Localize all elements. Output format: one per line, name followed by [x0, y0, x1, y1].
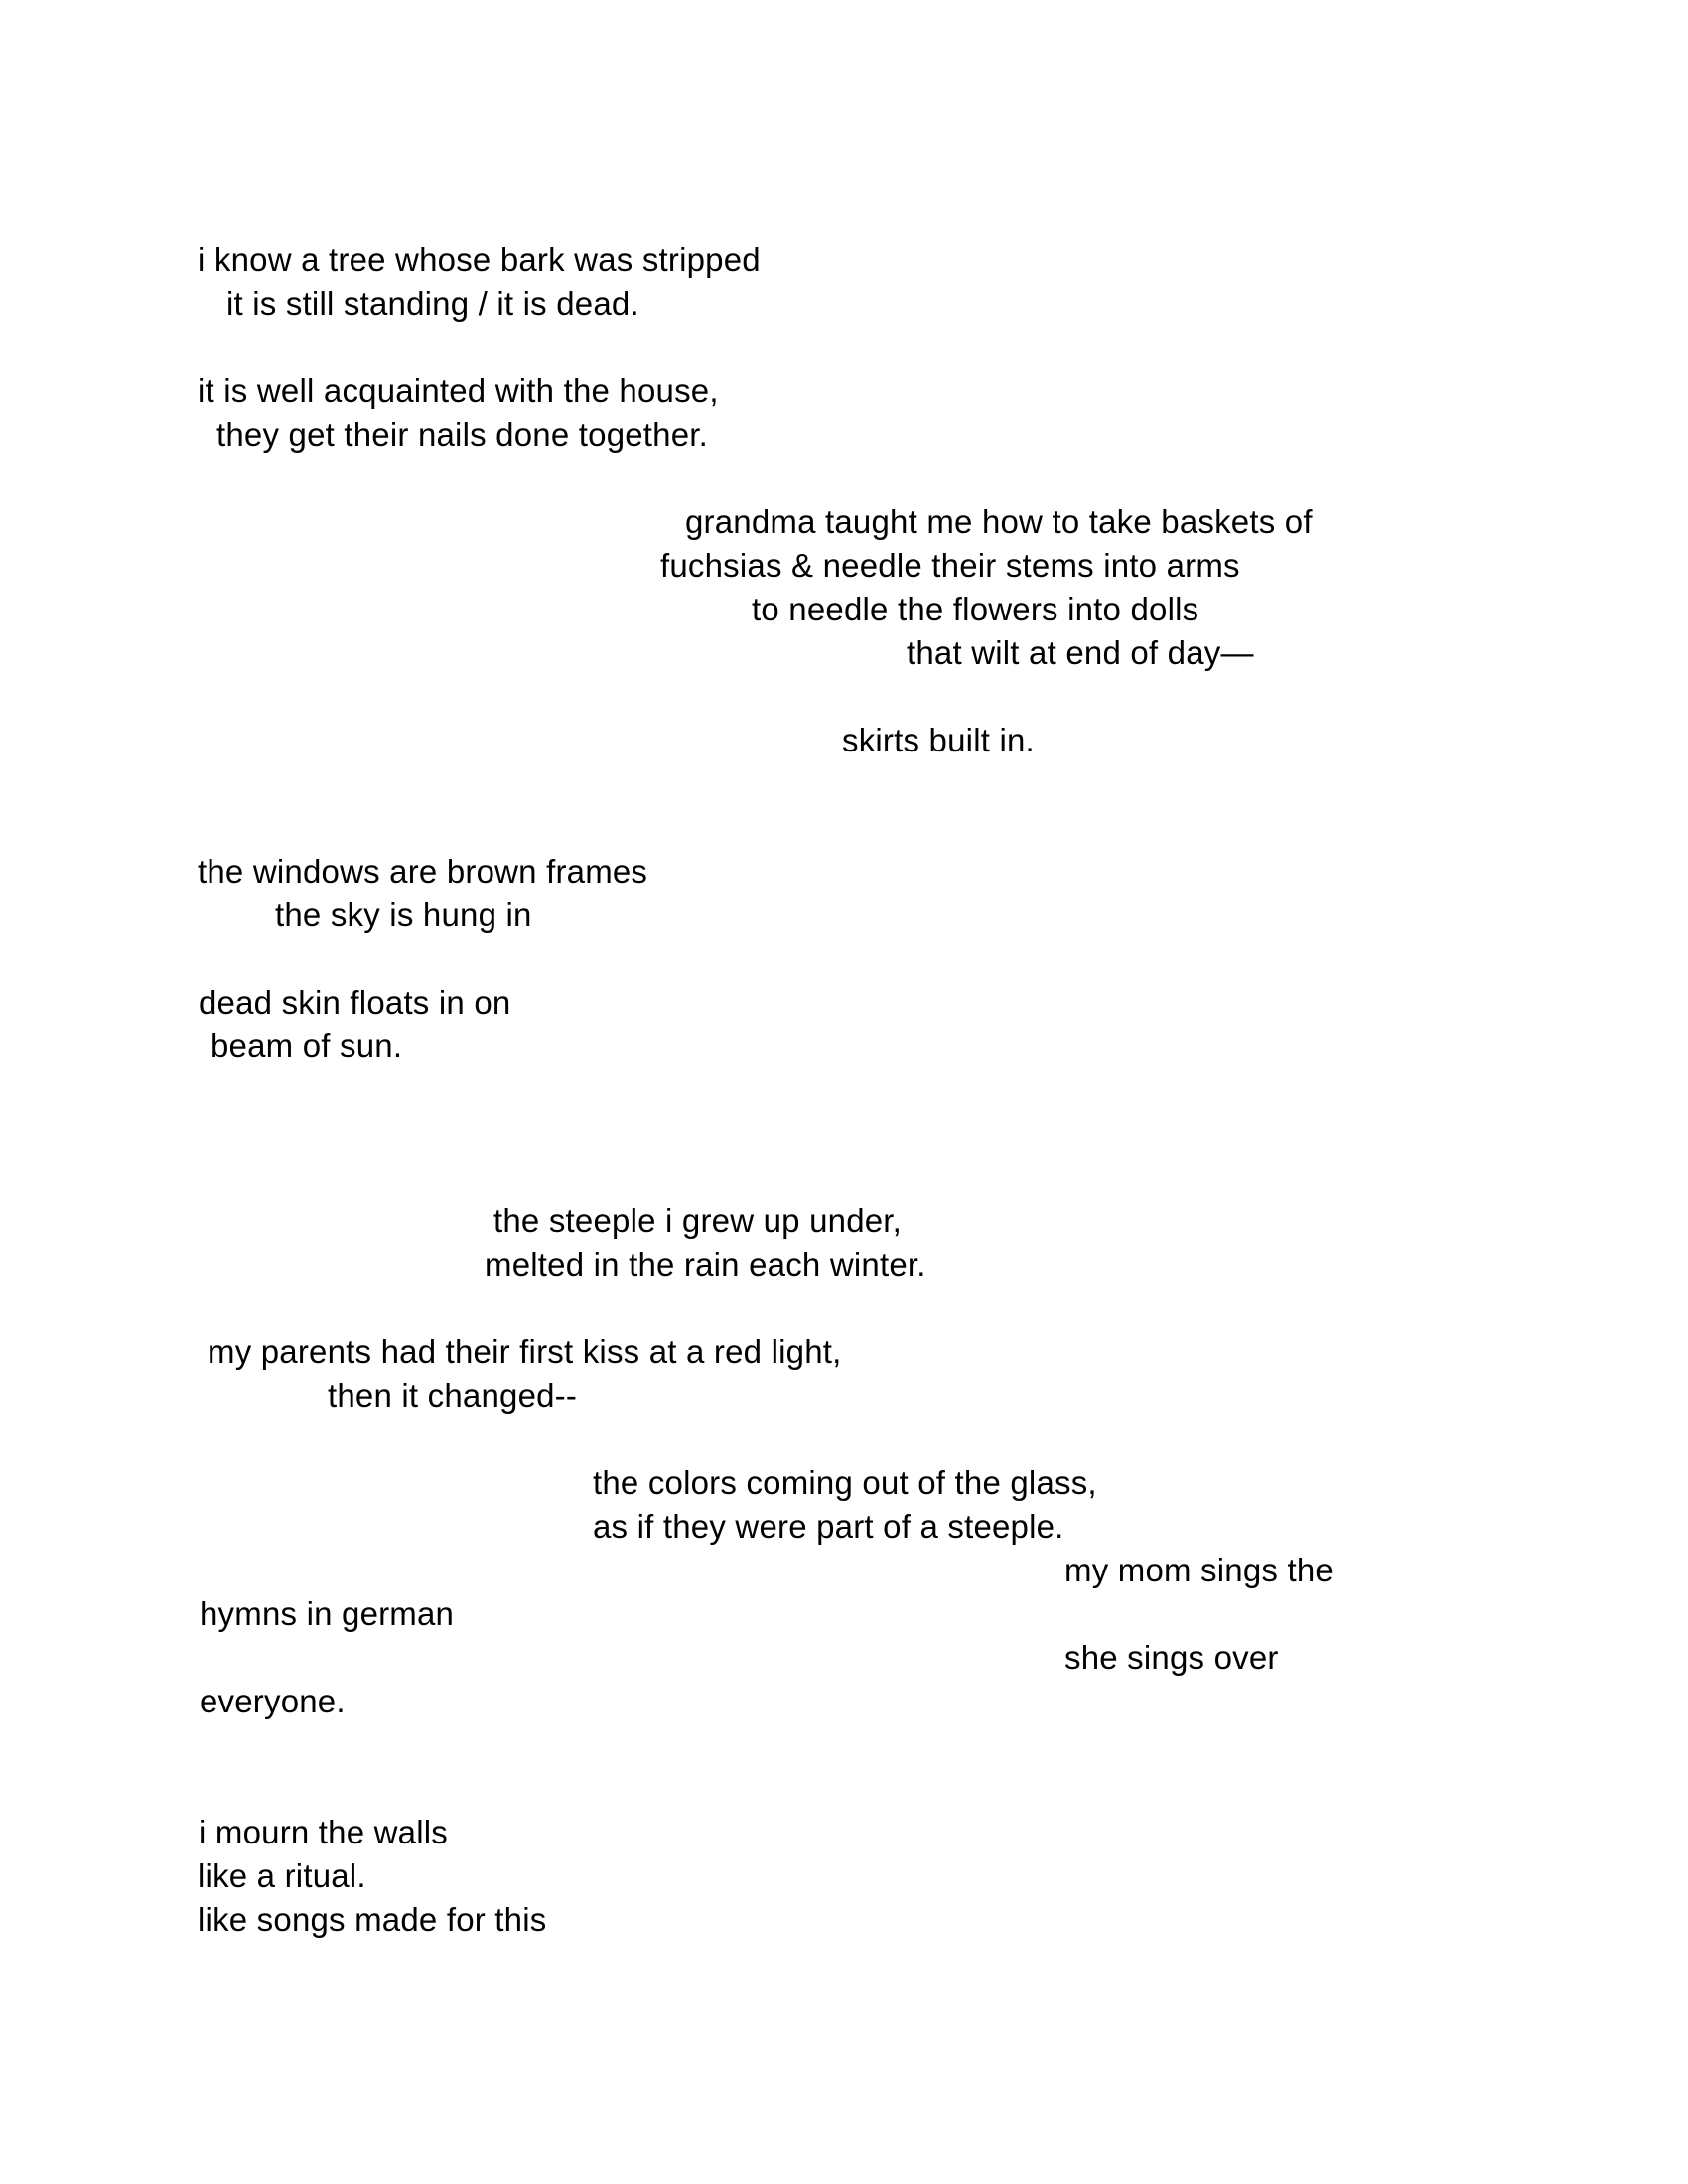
poem-line: i know a tree whose bark was stripped — [198, 241, 761, 278]
poem-line: the colors coming out of the glass, — [593, 1464, 1097, 1501]
poem-line: the steeple i grew up under, — [493, 1202, 903, 1239]
poem-line: it is still standing / it is dead. — [226, 285, 639, 322]
poem-line: it is well acquainted with the house, — [198, 372, 719, 409]
poem-line: beam of sun. — [211, 1027, 403, 1064]
poem-line: that wilt at end of day— — [907, 634, 1254, 671]
poem-line: everyone. — [200, 1683, 346, 1719]
poem-line: my parents had their first kiss at a red light, — [208, 1333, 842, 1370]
poem-line: like songs made for this — [198, 1901, 547, 1938]
poem-line: hymns in german — [200, 1595, 455, 1632]
poem-line: my mom sings the — [1064, 1552, 1334, 1588]
poem-line: melted in the rain each winter. — [485, 1246, 926, 1283]
poem-line: fuchsias & needle their stems into arms — [660, 547, 1240, 584]
poem-line: i mourn the walls — [199, 1814, 448, 1850]
poem-line: she sings over — [1064, 1639, 1279, 1676]
poem-line: the windows are brown frames — [198, 853, 648, 889]
poem-line: dead skin floats in on — [199, 984, 511, 1021]
poem-line: they get their nails done together. — [216, 416, 709, 453]
poem-line: the sky is hung in — [275, 896, 532, 933]
poem-line: to needle the flowers into dolls — [752, 591, 1199, 627]
poem-line: then it changed-- — [328, 1377, 578, 1414]
poem-line: skirts built in. — [842, 722, 1035, 758]
poem-line: grandma taught me how to take baskets of — [685, 503, 1313, 540]
poem-line: like a ritual. — [198, 1857, 366, 1894]
poem-line: as if they were part of a steeple. — [593, 1508, 1064, 1545]
